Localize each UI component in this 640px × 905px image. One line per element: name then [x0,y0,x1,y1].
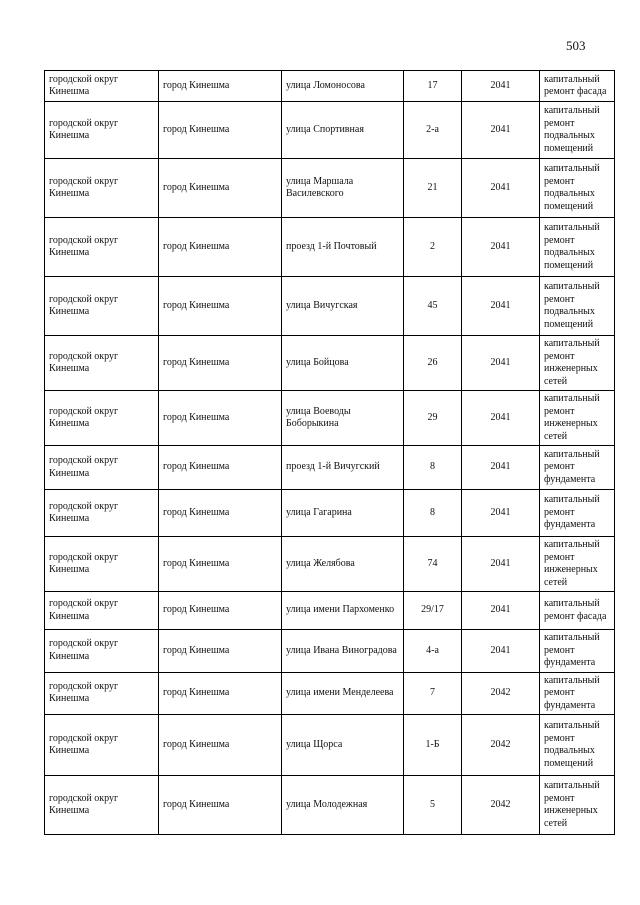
work-cell: капитальный ремонт инженерных сетей [540,336,615,391]
city-cell: город Кинешма [159,391,282,446]
year-cell: 2041 [462,159,540,218]
house-cell: 7 [404,672,462,715]
house-cell: 26 [404,336,462,391]
district-cell: городской округ Кинешма [45,630,159,673]
work-cell: капитальный ремонт фундамента [540,446,615,490]
city-cell: город Кинешма [159,277,282,336]
street-cell: улица Ивана Виноградова [282,630,404,673]
city-cell: город Кинешма [159,672,282,715]
year-cell: 2041 [462,218,540,277]
work-cell: капитальный ремонт фасада [540,71,615,102]
district-cell: городской округ Кинешма [45,446,159,490]
work-cell: капитальный ремонт фундамента [540,490,615,537]
work-cell: капитальный ремонт инженерных сетей [540,776,615,835]
year-cell: 2041 [462,391,540,446]
work-cell: капитальный ремонт фундамента [540,672,615,715]
city-cell: город Кинешма [159,71,282,102]
house-cell: 74 [404,537,462,592]
street-cell: улица Спортивная [282,102,404,159]
city-cell: город Кинешма [159,446,282,490]
city-cell: город Кинешма [159,336,282,391]
page-number: 503 [566,38,586,53]
table-row [45,71,615,102]
table-row [45,277,615,336]
street-cell: улица Молодежная [282,776,404,835]
year-cell: 2041 [462,537,540,592]
house-cell: 29 [404,391,462,446]
work-cell: капитальный ремонт подвальных помещений [540,715,615,776]
city-cell: город Кинешма [159,102,282,159]
table-row [45,102,615,159]
city-cell: город Кинешма [159,159,282,218]
work-cell: капитальный ремонт подвальных помещений [540,277,615,336]
work-cell: капитальный ремонт подвальных помещений [540,102,615,159]
table-row [45,537,615,592]
district-cell: городской округ Кинешма [45,336,159,391]
table-row [45,592,615,630]
year-cell: 2041 [462,336,540,391]
street-cell: улица Бойцова [282,336,404,391]
house-cell: 45 [404,277,462,336]
table-row [45,776,615,835]
work-cell: капитальный ремонт инженерных сетей [540,537,615,592]
year-cell: 2041 [462,630,540,673]
city-cell: город Кинешма [159,592,282,630]
repair-schedule-table [44,70,615,835]
table-row [45,218,615,277]
year-cell: 2041 [462,490,540,537]
work-cell: капитальный ремонт инженерных сетей [540,391,615,446]
street-cell: проезд 1-й Вичугский [282,446,404,490]
work-cell: капитальный ремонт фасада [540,592,615,630]
district-cell: городской округ Кинешма [45,715,159,776]
table-row [45,715,615,776]
city-cell: город Кинешма [159,776,282,835]
city-cell: город Кинешма [159,537,282,592]
table-row [45,490,615,537]
city-cell: город Кинешма [159,490,282,537]
house-cell: 29/17 [404,592,462,630]
district-cell: городской округ Кинешма [45,102,159,159]
district-cell: городской округ Кинешма [45,159,159,218]
year-cell: 2041 [462,71,540,102]
year-cell: 2041 [462,446,540,490]
district-cell: городской округ Кинешма [45,592,159,630]
house-cell: 2 [404,218,462,277]
street-cell: улица Гагарина [282,490,404,537]
city-cell: город Кинешма [159,218,282,277]
house-cell: 4-а [404,630,462,673]
house-cell: 1-Б [404,715,462,776]
district-cell: городской округ Кинешма [45,391,159,446]
house-cell: 17 [404,71,462,102]
house-cell: 8 [404,490,462,537]
city-cell: город Кинешма [159,715,282,776]
work-cell: капитальный ремонт подвальных помещений [540,218,615,277]
table-row [45,630,615,673]
district-cell: городской округ Кинешма [45,277,159,336]
street-cell: улица Ломоносова [282,71,404,102]
house-cell: 5 [404,776,462,835]
year-cell: 2042 [462,776,540,835]
table-row [45,446,615,490]
district-cell: городской округ Кинешма [45,672,159,715]
street-cell: улица Желябова [282,537,404,592]
district-cell: городской округ Кинешма [45,776,159,835]
street-cell: улица имени Менделеева [282,672,404,715]
year-cell: 2041 [462,592,540,630]
street-cell: проезд 1-й Почтовый [282,218,404,277]
table-row [45,391,615,446]
table-row [45,159,615,218]
house-cell: 8 [404,446,462,490]
street-cell: улица Маршала Василевского [282,159,404,218]
street-cell: улица Щорса [282,715,404,776]
year-cell: 2042 [462,715,540,776]
year-cell: 2041 [462,102,540,159]
city-cell: город Кинешма [159,630,282,673]
street-cell: улица имени Пархоменко [282,592,404,630]
district-cell: городской округ Кинешма [45,537,159,592]
table-row [45,672,615,715]
house-cell: 2-а [404,102,462,159]
district-cell: городской округ Кинешма [45,71,159,102]
work-cell: капитальный ремонт подвальных помещений [540,159,615,218]
district-cell: городской округ Кинешма [45,490,159,537]
house-cell: 21 [404,159,462,218]
work-cell: капитальный ремонт фундамента [540,630,615,673]
year-cell: 2041 [462,277,540,336]
street-cell: улица Воеводы Боборыкина [282,391,404,446]
district-cell: городской округ Кинешма [45,218,159,277]
table-row [45,336,615,391]
street-cell: улица Вичугская [282,277,404,336]
year-cell: 2042 [462,672,540,715]
